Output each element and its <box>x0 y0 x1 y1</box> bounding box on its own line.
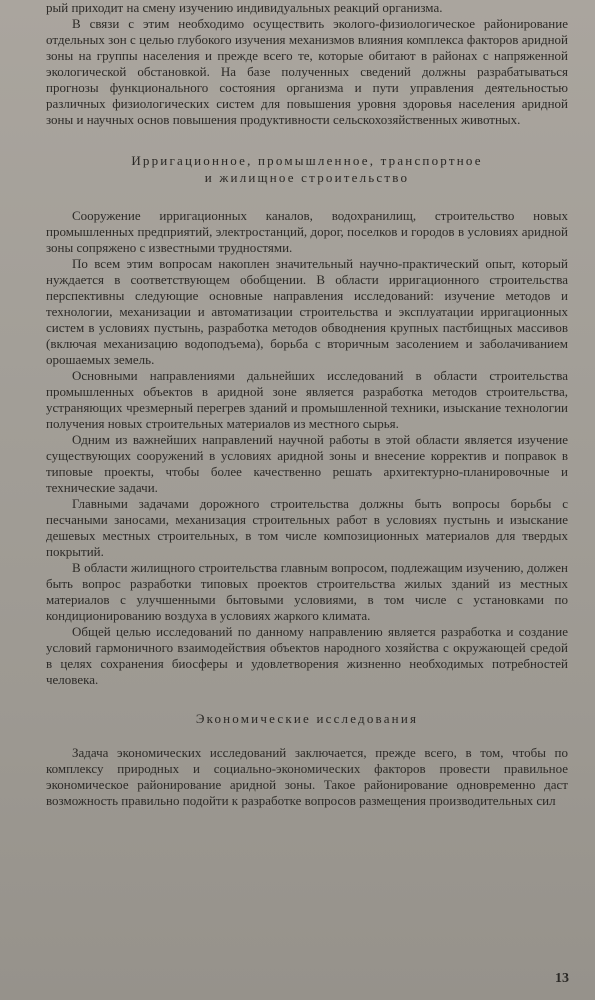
section-heading-line-2: и жилищное строительство <box>204 170 410 185</box>
paragraph-industrial: Основными направлениями дальнейших исследований в области строительства промышленных объектов в аридной зоне является разработка методов строительства, устраняющих чрезмерный перегрев зданий и промышленной техники, изыскание технологии получения новых строительных материалов из местного сырья. <box>46 368 568 431</box>
paragraph-road-construction: Главными задачами дорожного строительства должны быть вопросы борьбы с песчаными заносами, механизация строительных работ в условиях пустынь и изыскание дешевых местных строительных, в том числе композиционных материалов для твердых покрытий. <box>46 496 568 559</box>
paragraph-continuation: рый приходит на смену изучению индивидуальных реакций организма. <box>46 0 443 15</box>
paragraph-housing: В области жилищного строительства главным вопросом, подлежащим изучению, должен быть вопрос разработки типовых проектов строительства жилых зданий из местных материалов с улучшенными бытовыми условиями, в том числе с установками по кондиционированию воздуха в условиях жаркого климата. <box>46 560 568 623</box>
paragraph-economic-tasks: Задача экономических исследований заключается, прежде всего, в том, чтобы по комплексу природных и социально-экономических факторов провести правильное экономическое районирование аридной зоны. Такое районирование одновременно даст возможность правильно подойти к разработке вопросов размещения производительных сил <box>46 745 568 808</box>
paragraph-irrigation-directions: По всем этим вопросам накоплен значительный научно-практический опыт, который нуждается в соответствующем обобщении. В области ирригационного строительства перспективны следующие основные направления исследований: изучение методов и технологии, механизации и автоматизации строительства и эксплуатации ирригационных систем в условиях пустынь, разработка методов обводнения крупных пастбищных массивов (включая механизацию водоподъема), борьба с вторичным засолением и заболачиванием орошаемых земель. <box>46 256 568 367</box>
paragraph-ecophysiology: В связи с этим необходимо осуществить эколого-физиологическое районирование отдельных зон с целью глубокого изучения механизмов влияния комплекса факторов аридной зоны на группы населения и прежде всего те, которые обитают в районах с напряженной экологической обстановкой. На базе полученных сведений должны разрабатываться прогнозы функционального состояния организма и пути управления деятельностью различных физиологических систем для повышения уровня здоровья населения аридной зоны и научных основ повышения продуктивности сельскохозяйственных животных. <box>46 16 568 127</box>
page-text <box>46 0 568 809</box>
paragraph-general-goal: Общей целью исследований по данному направлению является разработка и создание условий гармоничного взаимодействия объектов народного хозяйства с окружающей средой в целях сохранения биосферы и удовлетворения жизненно необходимых потребностей человека. <box>46 624 568 687</box>
section-heading-economics: Экономические исследования <box>195 711 419 726</box>
section-heading-construction <box>46 152 568 186</box>
page-number: 13 <box>555 971 569 986</box>
paragraph-existing-structures: Одним из важнейших направлений научной работы в этой области является изучение существующих сооружений в условиях аридной зоны и внесение корректив и поправок в типовые проекты, чтобы более качественно решать архитектурно-планировочные и технические задачи. <box>46 432 568 495</box>
paragraph-irrigation-intro: Сооружение ирригационных каналов, водохранилищ, строительство новых промышленных предприятий, электростанций, дорог, поселков и городов в условиях аридной зоны сопряжено с известными трудностями. <box>46 208 568 255</box>
section-heading-line-1: Ирригационное, промышленное, транспортное <box>131 153 483 168</box>
